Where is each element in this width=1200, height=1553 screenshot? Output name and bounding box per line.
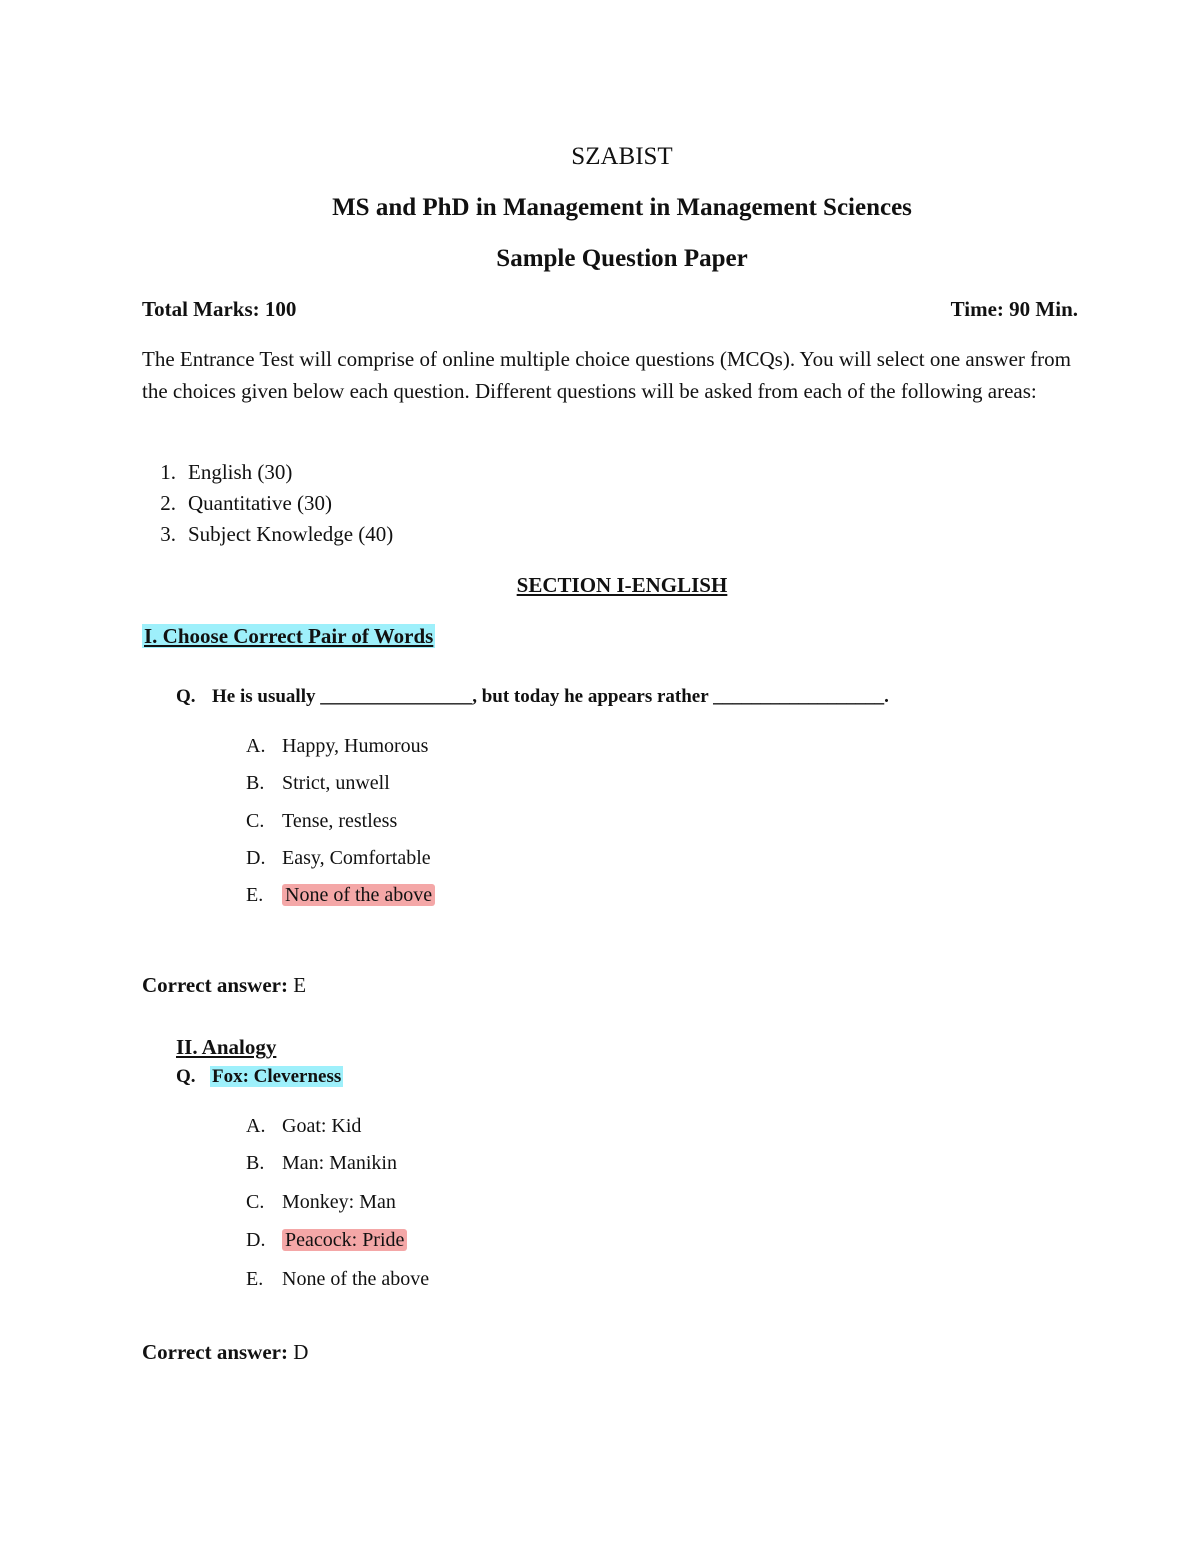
question-prefix: Q. [176, 686, 196, 707]
option-d [246, 847, 431, 870]
option-d [246, 1229, 407, 1252]
option-letter: B. [246, 1152, 265, 1174]
answer-value: E [293, 973, 307, 997]
option-letter: A. [246, 735, 266, 757]
option-text: Man: Manikin [282, 1152, 397, 1174]
question-1-text [176, 686, 889, 708]
option-text: Tense, restless [282, 810, 398, 832]
option-c [246, 810, 397, 833]
intro-paragraph: The Entrance Test will comprise of online multiple choice questions (MCQs). You will select one answer from the choices given below each question. Different questions will be asked from each of the following areas: [142, 347, 1071, 403]
list-number: 1. [160, 460, 176, 484]
option-b [246, 1152, 397, 1175]
option-letter: D. [246, 847, 266, 869]
list-number: 2. [160, 491, 176, 515]
paper-title: Sample Question Paper [496, 245, 748, 272]
option-letter: E. [246, 1268, 264, 1290]
question-2-text [176, 1066, 343, 1088]
option-letter: C. [246, 1191, 265, 1213]
option-text: Strict, unwell [282, 772, 390, 794]
option-text: Monkey: Man [282, 1191, 396, 1213]
option-text: Happy, Humorous [282, 735, 429, 757]
question-2-heading: II. Analogy [176, 1035, 277, 1059]
question-1-heading-text: I. Choose Correct Pair of Words [144, 624, 434, 648]
option-c [246, 1191, 396, 1214]
list-label: Subject Knowledge (40) [188, 522, 394, 546]
option-text-correct: None of the above [282, 884, 435, 906]
list-label: Quantitative (30) [188, 491, 333, 515]
institution-name: SZABIST [571, 143, 673, 170]
question-1-heading [142, 624, 435, 649]
answer-label: Correct answer: [142, 1340, 288, 1364]
total-marks: Total Marks: 100 [142, 297, 297, 321]
answer-value: D [293, 1340, 309, 1364]
list-label: English (30) [188, 460, 293, 484]
area-list-item [142, 460, 292, 485]
area-list-item [142, 491, 332, 516]
option-text-correct: Peacock: Pride [282, 1229, 407, 1251]
option-letter: D. [246, 1229, 266, 1251]
time-limit: Time: 90 Min. [950, 297, 1078, 321]
option-letter: A. [246, 1115, 266, 1137]
option-a [246, 1115, 361, 1138]
question-prefix: Q. [176, 1066, 196, 1087]
area-list-item [142, 522, 393, 547]
question-1-stem: He is usually ________________, but today he appears rather __________________. [212, 686, 889, 707]
question-2-stem: Fox: Cleverness [212, 1066, 342, 1087]
option-letter: C. [246, 810, 265, 832]
question-2-answer [142, 1340, 308, 1365]
option-e [246, 1268, 429, 1291]
question-1-answer [142, 973, 306, 998]
option-text: None of the above [282, 1268, 430, 1290]
option-text: Goat: Kid [282, 1115, 362, 1137]
option-text: Easy, Comfortable [282, 847, 431, 869]
option-letter: B. [246, 772, 265, 794]
option-letter: E. [246, 884, 264, 906]
option-a [246, 735, 428, 758]
option-b [246, 772, 390, 795]
section-heading: SECTION I-ENGLISH [516, 573, 728, 597]
option-e [246, 884, 435, 907]
answer-label: Correct answer: [142, 973, 288, 997]
program-title: MS and PhD in Management in Management Sciences [332, 194, 912, 221]
list-number: 3. [160, 522, 176, 546]
